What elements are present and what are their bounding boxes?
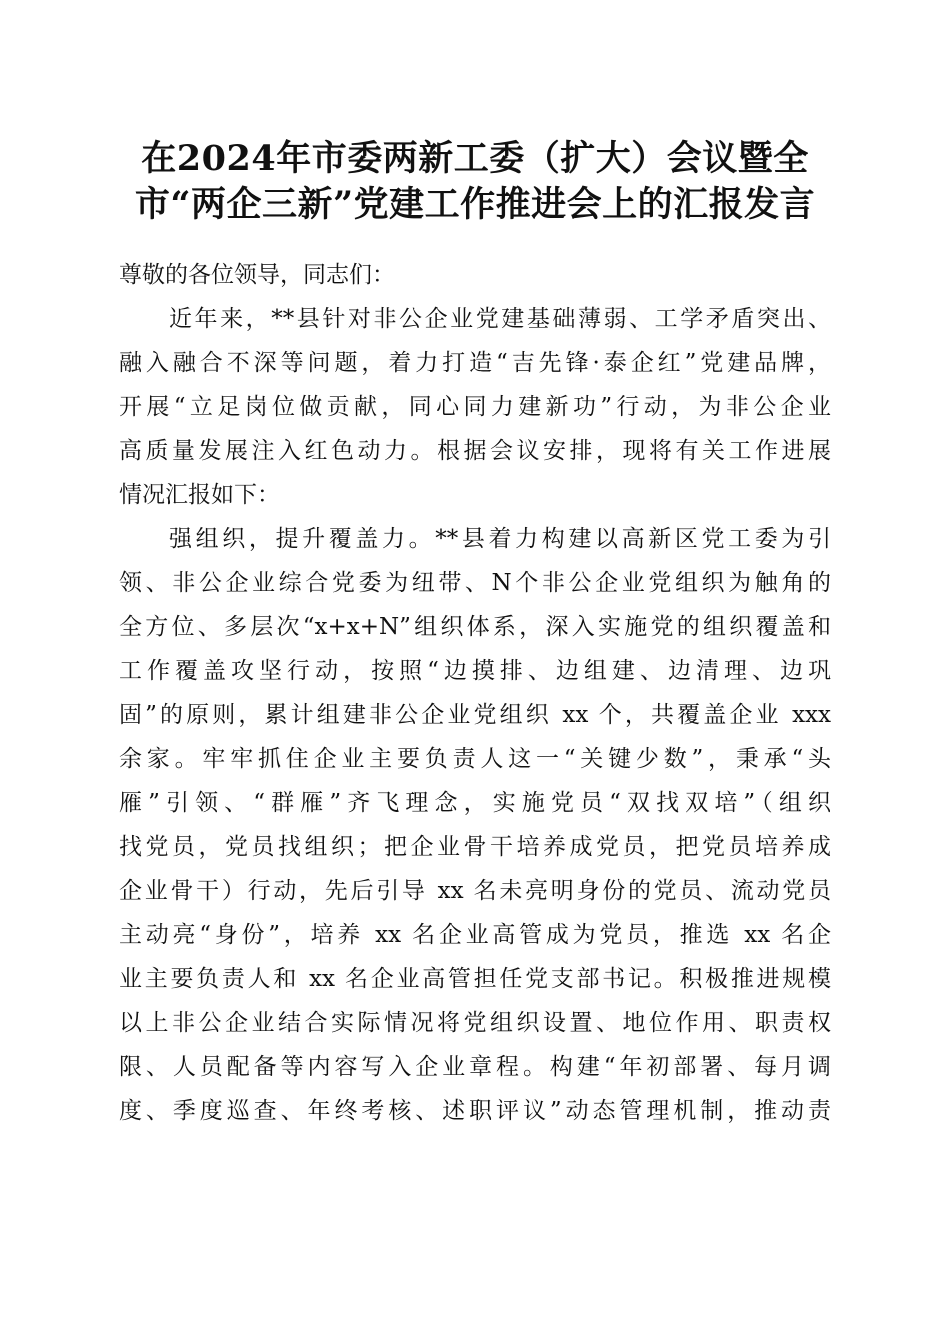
paragraph-2-line: 雁”引领、“群雁”齐飞理念，实施党员“双找双培”（组织 [119,790,831,816]
document-body [119,253,831,1133]
salutation: 尊敬的各位领导，同志们： [119,262,395,288]
paragraph-2-line: 限、人员配备等内容写入企业章程。构建“年初部署、每月调 [119,1054,831,1080]
paragraph-1 [119,297,831,517]
paragraph-2-line: 领、非公企业综合党委为纽带、N个非公企业党组织为触角的 [119,570,831,596]
document-title [120,136,830,228]
paragraph-2-line: 主动亮“身份”，培养 xx 名企业高管成为党员，推选 xx 名企 [119,922,831,948]
paragraph-2 [119,517,831,1133]
paragraph-1-line: 高质量发展注入红色动力。根据会议安排，现将有关工作进展 [119,438,831,464]
paragraph-2-line: 余家。牢牢抓住企业主要负责人这一“关键少数”，秉承“头 [119,746,831,772]
paragraph-2-line: 固”的原则，累计组建非公企业党组织 xx 个，共覆盖企业 xxx [119,702,831,728]
paragraph-2-line: 企业骨干）行动，先后引导 xx 名未亮明身份的党员、流动党员 [119,878,831,904]
paragraph-1-line: 开展“立足岗位做贡献，同心同力建新功”行动，为非公企业 [119,394,831,420]
title-line-1: 在2024年市委两新工委（扩大）会议暨全 [141,138,809,179]
paragraph-1-line: 情况汇报如下： [119,482,280,508]
paragraph-2-line: 工作覆盖攻坚行动，按照“边摸排、边组建、边清理、边巩 [119,658,831,684]
paragraph-2-line: 全方位、多层次“x+x+N”组织体系，深入实施党的组织覆盖和 [119,614,831,640]
paragraph-2-line: 找党员，党员找组织；把企业骨干培养成党员，把党员培养成 [119,834,831,860]
title-line-2: 市“两企三新”党建工作推进会上的汇报发言 [134,184,816,225]
paragraph-2-line: 强组织，提升覆盖力。**县着力构建以高新区党工委为引 [169,526,831,552]
paragraph-2-line: 度、季度巡查、年终考核、述职评议”动态管理机制，推动责 [119,1098,831,1124]
paragraph-2-line: 业主要负责人和 xx 名企业高管担任党支部书记。积极推进规模 [119,966,831,992]
paragraph-2-line: 以上非公企业结合实际情况将党组织设置、地位作用、职责权 [119,1010,831,1036]
paragraph-1-line: 近年来，**县针对非公企业党建基础薄弱、工学矛盾突出、 [169,306,831,332]
paragraph-1-line: 融入融合不深等问题，着力打造“吉先锋·泰企红”党建品牌， [119,350,831,376]
